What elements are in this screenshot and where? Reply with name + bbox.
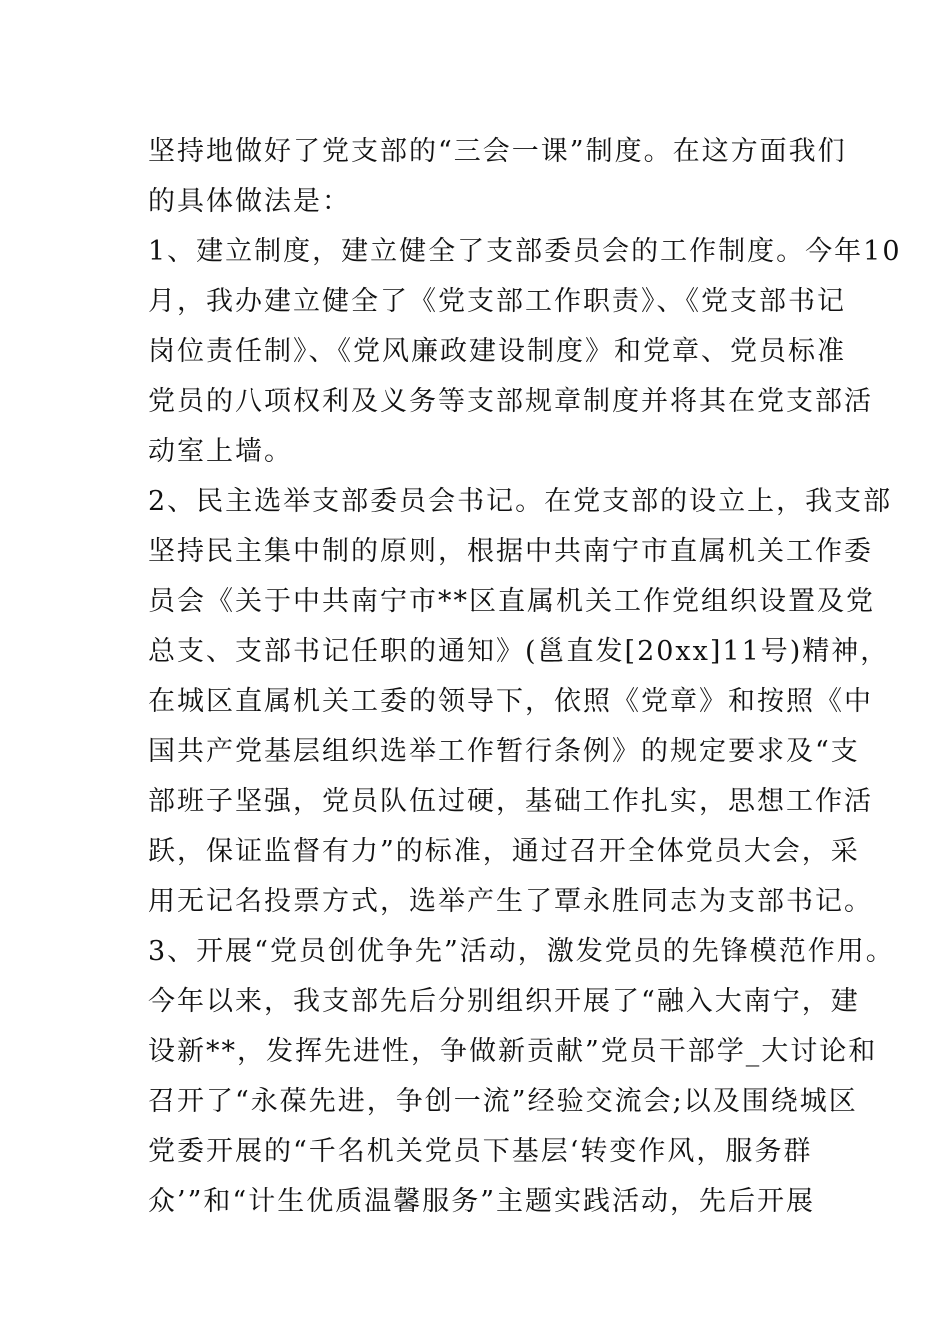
text-line: 月，我办建立健全了《党支部工作职责》、《党支部书记 — [148, 286, 846, 317]
text-line: 2、民主选举支部委员会书记。在党支部的设立上，我支部 — [148, 486, 893, 517]
text-line: 3、开展“党员创优争先”活动，激发党员的先锋模范作用。 — [148, 936, 895, 967]
text-line: 1、建立制度，建立健全了支部委员会的工作制度。今年10 — [148, 236, 902, 267]
text-line: 党委开展的“千名机关党员下基层‘转变作风，服务群 — [148, 1136, 813, 1167]
text-line: 坚持民主集中制的原则，根据中共南宁市直属机关工作委 — [148, 536, 873, 567]
text-line: 动室上墙。 — [148, 436, 293, 467]
text-line: 员会《关于中共南宁市**区直属机关工作党组织设置及党 — [148, 586, 875, 617]
text-line: 坚持地做好了党支部的“三会一课”制度。在这方面我们 — [148, 136, 847, 167]
text-line: 在城区直属机关工委的领导下，依照《党章》和按照《中 — [148, 686, 873, 717]
text-line: 众’”和“计生优质温馨服务”主题实践活动，先后开展 — [148, 1186, 815, 1217]
text-line: 召开了“永葆先进，争创一流”经验交流会;以及围绕城区 — [148, 1086, 858, 1117]
text-line: 党员的八项权利及义务等支部规章制度并将其在党支部活 — [148, 386, 873, 417]
text-line: 跃，保证监督有力”的标准，通过召开全体党员大会，采 — [148, 836, 860, 867]
text-line: 的具体做法是： — [148, 186, 351, 217]
text-line: 岗位责任制》、《党风廉政建设制度》和党章、党员标准 — [148, 336, 846, 367]
text-line: 设新**，发挥先进性，争做新贡献”党员干部学_大讨论和 — [148, 1036, 878, 1067]
text-line: 用无记名投票方式，选举产生了覃永胜同志为支部书记。 — [148, 886, 873, 917]
text-line: 部班子坚强，党员队伍过硬，基础工作扎实，思想工作活 — [148, 786, 873, 817]
text-line: 国共产党基层组织选举工作暂行条例》的规定要求及“支 — [148, 736, 860, 767]
text-line: 今年以来，我支部先后分别组织开展了“融入大南宁，建 — [148, 986, 860, 1017]
text-line: 总支、支部书记任职的通知》(邕直发[20xx]11号)精神， — [148, 636, 890, 667]
